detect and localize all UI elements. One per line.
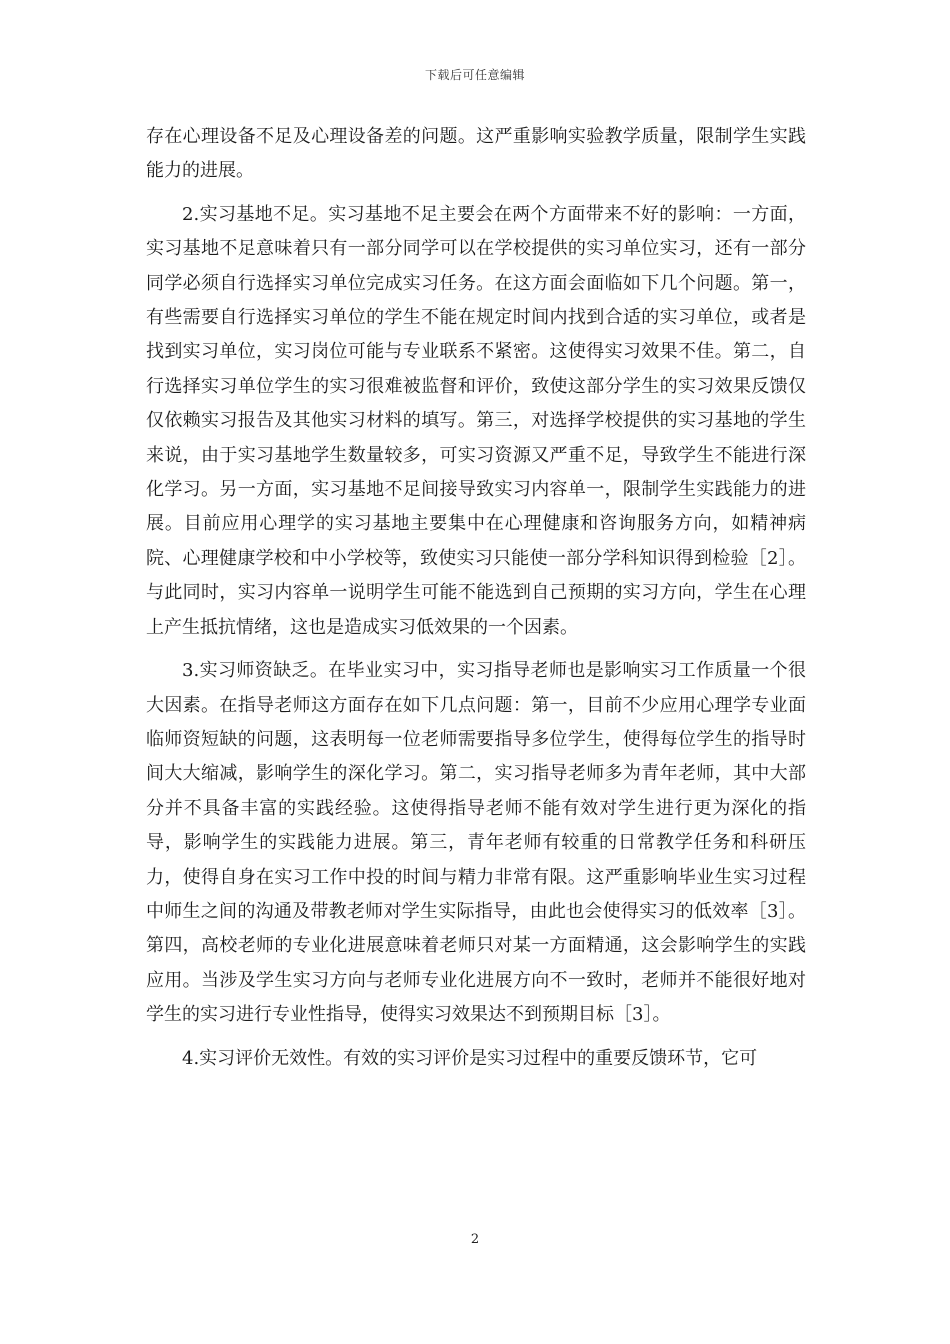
paragraph-internship-teachers: 3.实习师资缺乏。在毕业实习中，实习指导老师也是影响实习工作质量一个很大因素。在指导老师这方面存在如下几点问题：第一，目前不少应用心理学专业面临师资短缺的问题，这表明每一位老师需要指导多位学生，使得每位学生的指导时间大大缩减，影响学生的深化学习。第二，实习指导老师多为青年老师，其中大部分并不具备丰富的实践经验。这使得指导老师不能有效对学生进行更为深化的指导，影响学生的实践能力进展。第三，青年老师有较重的日常教学任务和科研压力，使得自身在实习工作中投的时间与精力非常有限。这严重影响毕业生实习过程中师生之间的沟通及带教老师对学生实际指导，由此也会使得实习的低效率［3］。第四，高校老师的专业化进展意味着老师只对某一方面精通，这会影响学生的实践应用。当涉及学生实习方向与老师专业化进展方向不一致时，老师并不能很好地对学生的实习进行专业性指导，使得实习效果达不到预期目标［3］。 — [146, 660, 806, 1026]
document-body — [146, 120, 806, 1076]
paragraph-internship-base: 2.实习基地不足。实习基地不足主要会在两个方面带来不好的影响：一方面，实习基地不足意味着只有一部分同学可以在学校提供的实习单位实习，还有一部分同学必须自行选择实习单位完成实习任务。在这方面会面临如下几个问题。第一，有些需要自行选择实习单位的学生不能在规定时间内找到合适的实习单位，或者是找到实习单位，实习岗位可能与专业联系不紧密。这使得实习效果不佳。第二，自行选择实习单位学生的实习很难被监督和评价，致使这部分学生的实习效果反馈仅仅依赖实习报告及其他实习材料的填写。第三，对选择学校提供的实习基地的学生来说，由于实习基地学生数量较多，可实习资源又严重不足，导致学生不能进行深化学习。另一方面，实习基地不足间接导致实习内容单一，限制学生实践能力的进展。目前应用心理学的实习基地主要集中在心理健康和咨询服务方向，如精神病院、心理健康学校和中小学校等，致使实习只能使一部分学科知识得到检验［2］。与此同时，实习内容单一说明学生可能不能选到自己预期的实习方向，学生在心理上产生抵抗情绪，这也是造成实习低效果的一个因素。 — [146, 203, 806, 638]
paragraph-continuation: 存在心理设备不足及心理设备差的问题。这严重影响实验教学质量，限制学生实践能力的进展。 — [146, 126, 806, 182]
page-header-note: 下载后可任意编辑 — [424, 68, 525, 82]
page-number: 2 — [470, 1232, 480, 1247]
paragraph-internship-evaluation: 4.实习评价无效性。有效的实习评价是实习过程中的重要反馈环节，它可 — [182, 1047, 758, 1069]
